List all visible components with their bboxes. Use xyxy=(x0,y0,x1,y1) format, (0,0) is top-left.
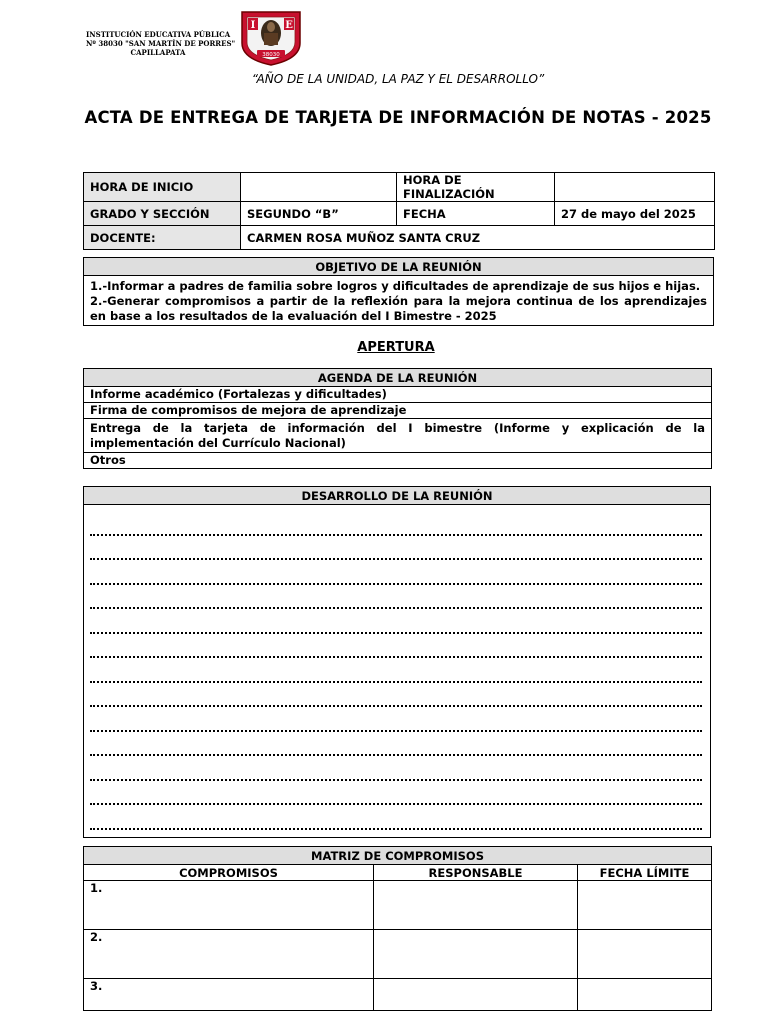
institution-name xyxy=(86,30,236,57)
crest-number: 38030 xyxy=(262,52,280,58)
dotted-line xyxy=(90,511,702,536)
dotted-line xyxy=(90,732,702,757)
table-row xyxy=(84,258,714,276)
hora-inicio-label: HORA DE INICIO xyxy=(84,173,241,202)
responsible-cell[interactable] xyxy=(374,881,578,930)
dotted-line xyxy=(90,683,702,708)
table-row xyxy=(84,226,715,250)
dotted-line xyxy=(90,756,702,781)
table-row xyxy=(84,847,712,865)
objective-item: 2.-Generar compromisos a partir de la reflexión para la mejora continua de los aprendizajes en base a los resultados de la evaluación del I Bimestre - 2025 xyxy=(90,294,707,323)
table-row xyxy=(84,387,712,403)
table-row xyxy=(84,403,712,419)
development-table xyxy=(83,486,711,838)
hora-inicio-field[interactable] xyxy=(241,173,397,202)
table-row xyxy=(84,453,712,469)
commitment-cell[interactable]: 2. xyxy=(84,930,374,979)
table-row xyxy=(84,930,712,979)
commitments-matrix-table xyxy=(83,846,712,1011)
deadline-cell[interactable] xyxy=(578,979,712,1011)
dotted-line xyxy=(90,805,702,830)
agenda-item: Entrega de la tarjeta de información del I bimestre (Informe y explicación de la implementación del Currículo Nacional) xyxy=(84,419,712,453)
objective-table xyxy=(83,257,714,326)
hora-fin-label: HORA DE FINALIZACIÓN xyxy=(397,173,555,202)
agenda-header: AGENDA DE LA REUNIÓN xyxy=(84,369,712,387)
table-row xyxy=(84,487,711,505)
table-row xyxy=(84,173,715,202)
dotted-line xyxy=(90,609,702,634)
fecha-label: FECHA xyxy=(397,202,555,226)
table-row xyxy=(84,276,714,326)
crest-letter: E xyxy=(285,20,293,31)
agenda-item: Firma de compromisos de mejora de aprendizaje xyxy=(84,403,712,419)
table-row xyxy=(84,505,711,838)
docente-label: DOCENTE: xyxy=(84,226,241,250)
responsible-cell[interactable] xyxy=(374,979,578,1011)
grado-value: SEGUNDO “B” xyxy=(241,202,397,226)
matrix-header: MATRIZ DE COMPROMISOS xyxy=(84,847,712,865)
institution-line: Nº 38030 "SAN MARTÍN DE PORRES" xyxy=(86,39,236,48)
dotted-line xyxy=(90,658,702,683)
grado-label: GRADO Y SECCIÓN xyxy=(84,202,241,226)
table-row xyxy=(84,369,712,387)
table-row xyxy=(84,865,712,881)
meeting-info-table xyxy=(83,172,715,250)
development-header: DESARROLLO DE LA REUNIÓN xyxy=(84,487,711,505)
agenda-table xyxy=(83,368,712,469)
objective-header: OBJETIVO DE LA REUNIÓN xyxy=(84,258,714,276)
agenda-item: Otros xyxy=(84,453,712,469)
hora-fin-field[interactable] xyxy=(555,173,715,202)
dotted-line xyxy=(90,536,702,561)
fecha-value: 27 de mayo del 2025 xyxy=(555,202,715,226)
dotted-line xyxy=(90,585,702,610)
document-title: ACTA DE ENTREGA DE TARJETA DE INFORMACIÓN DE NOTAS - 2025 xyxy=(84,108,712,127)
responsible-cell[interactable] xyxy=(374,930,578,979)
dotted-line xyxy=(90,560,702,585)
table-row xyxy=(84,202,715,226)
table-row xyxy=(84,881,712,930)
deadline-cell[interactable] xyxy=(578,930,712,979)
column-header-responsable: RESPONSABLE xyxy=(374,865,578,881)
column-header-fecha-limite: FECHA LÍMITE xyxy=(578,865,712,881)
institution-line: INSTITUCIÓN EDUCATIVA PÚBLICA xyxy=(86,30,231,39)
school-crest-logo xyxy=(238,9,304,67)
year-motto: “AÑO DE LA UNIDAD, LA PAZ Y EL DESARROLLO” xyxy=(251,72,545,86)
dotted-line xyxy=(90,634,702,659)
crest-letter: I xyxy=(250,20,256,31)
table-row xyxy=(84,979,712,1011)
column-header-compromisos: COMPROMISOS xyxy=(84,865,374,881)
commitment-cell[interactable]: 1. xyxy=(84,881,374,930)
objective-item: 1.-Informar a padres de familia sobre logros y dificultades de aprendizaje de sus hijos e hijas. xyxy=(90,279,701,293)
section-heading-apertura: APERTURA xyxy=(357,340,435,355)
commitment-cell[interactable]: 3. xyxy=(84,979,374,1011)
objective-content xyxy=(84,276,714,326)
dotted-line xyxy=(90,781,702,806)
institution-line: CAPILLAPATA xyxy=(130,48,186,57)
development-writing-area[interactable] xyxy=(84,505,711,838)
agenda-item: Informe académico (Fortalezas y dificultades) xyxy=(84,387,712,403)
deadline-cell[interactable] xyxy=(578,881,712,930)
docente-value: CARMEN ROSA MUÑOZ SANTA CRUZ xyxy=(241,226,715,250)
dotted-line xyxy=(90,707,702,732)
table-row xyxy=(84,419,712,453)
